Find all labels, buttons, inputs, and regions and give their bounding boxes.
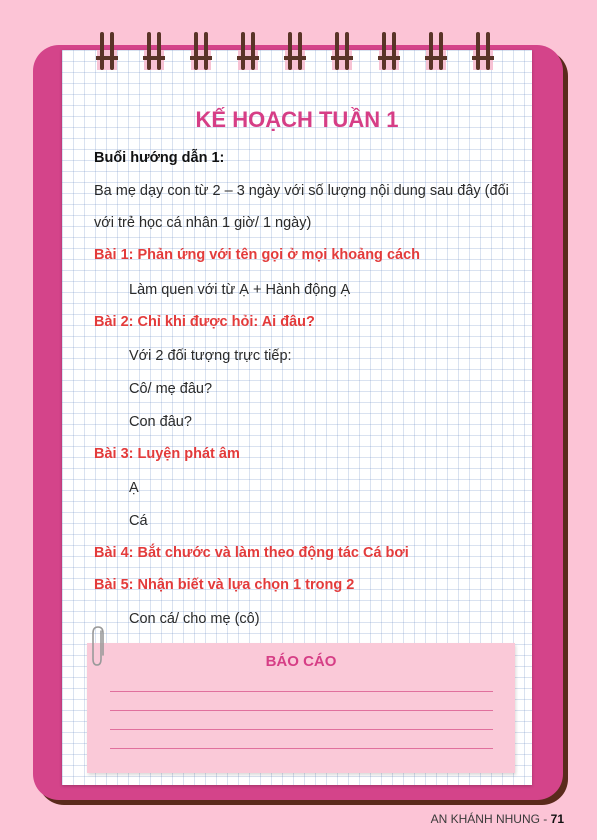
report-writing-line xyxy=(110,710,493,711)
page-title: KẾ HOẠCH TUẦN 1 xyxy=(195,107,399,132)
binding-ring-icon xyxy=(142,28,166,76)
session-heading: Buổi hướng dẫn 1: xyxy=(94,150,225,166)
report-writing-line xyxy=(110,729,493,730)
page-footer xyxy=(431,812,564,826)
lesson-heading: Bài 4: Bắt chước và làm theo động tác Cá bơi xyxy=(94,545,409,561)
lesson-item: Con cá/ cho mẹ (cô) xyxy=(129,611,260,627)
paperclip-icon xyxy=(90,625,106,669)
lesson-heading: Bài 1: Phản ứng với tên gọi ở mọi khoảng cách xyxy=(94,247,420,263)
lesson-heading: Bài 3: Luyện phát âm xyxy=(94,446,240,462)
report-writing-line xyxy=(110,691,493,692)
binding-ring-icon xyxy=(424,28,448,76)
intro-text-line: Ba mẹ dạy con từ 2 – 3 ngày với số lượng nội dung sau đây (đối xyxy=(94,183,509,199)
binding-ring-icon xyxy=(283,28,307,76)
report-title: BÁO CÁO xyxy=(265,653,337,670)
report-note xyxy=(87,643,515,773)
intro-text-line: với trẻ học cá nhân 1 giờ/ 1 ngày) xyxy=(94,215,312,231)
binding-ring-icon xyxy=(95,28,119,76)
lesson-heading: Bài 2: Chỉ khi được hỏi: Ai đâu? xyxy=(94,314,315,330)
lesson-heading: Bài 5: Nhận biết và lựa chọn 1 trong 2 xyxy=(94,577,355,593)
lesson-item: Ạ xyxy=(129,480,139,496)
binding-ring-icon xyxy=(330,28,354,76)
spiral-binding xyxy=(95,28,505,76)
lesson-item: Cô/ mẹ đâu? xyxy=(129,381,213,397)
lesson-item: Làm quen với từ Ạ + Hành động Ạ xyxy=(129,282,351,298)
binding-ring-icon xyxy=(471,28,495,76)
binding-ring-icon xyxy=(377,28,401,76)
footer-author: AN KHÁNH NHUNG - xyxy=(430,812,551,826)
binding-ring-icon xyxy=(189,28,213,76)
lesson-item: Con đâu? xyxy=(129,414,192,430)
binding-ring-icon xyxy=(236,28,260,76)
lesson-item: Cá xyxy=(129,513,148,529)
report-writing-line xyxy=(110,748,493,749)
page-number: 71 xyxy=(550,812,564,826)
lesson-item: Với 2 đối tượng trực tiếp: xyxy=(129,348,292,364)
